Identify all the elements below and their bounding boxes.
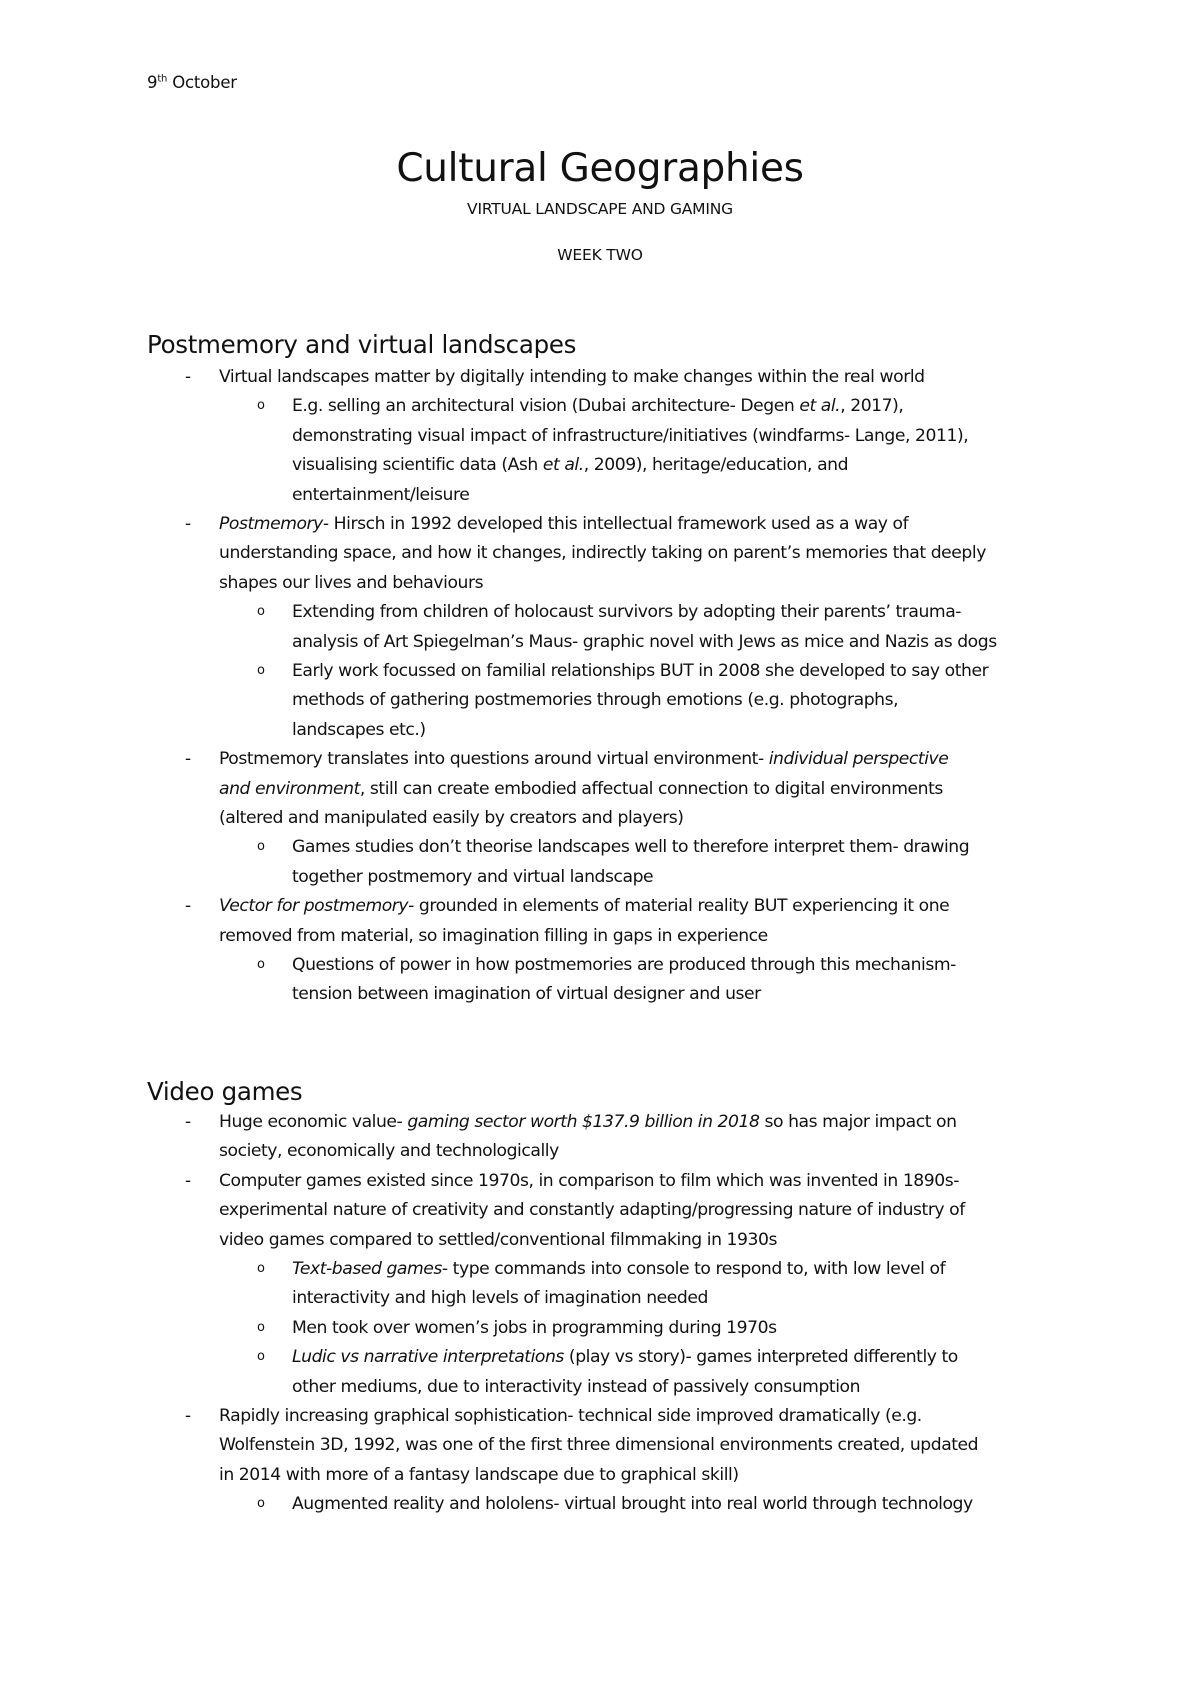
- list-item-line: [292, 1259, 945, 1279]
- list-item-line: [219, 1465, 739, 1485]
- circle-bullet: o: [257, 957, 265, 972]
- dash-bullet: -: [185, 1406, 192, 1426]
- list-item-line: [219, 1230, 777, 1250]
- list-item-line: [292, 1347, 958, 1367]
- text-run: (play vs story)- games interpreted differently to: [563, 1347, 958, 1368]
- list-item-line: [292, 720, 426, 740]
- text-run: - type commands into console to respond to, with low level of: [441, 1259, 946, 1279]
- circle-bullet: o: [257, 604, 265, 620]
- list-item-line: [219, 1435, 978, 1455]
- page-title: Cultural Geographies: [396, 146, 804, 191]
- list-item-line: [219, 1200, 965, 1220]
- italic-text: individual perspective: [768, 749, 949, 770]
- list-item-line: [219, 808, 684, 828]
- text-run: , still can create embodied affectual connection to digital environments: [359, 778, 943, 799]
- text-run: (altered and manipulated easily by creators and players): [219, 808, 684, 828]
- page-subtitle: VIRTUAL LANDSCAPE AND GAMING: [467, 200, 733, 218]
- circle-bullet: o: [257, 1261, 265, 1276]
- list-item-line: [292, 837, 969, 857]
- list-item-line: [219, 1171, 959, 1191]
- text-run: Huge economic value-: [219, 1112, 408, 1132]
- text-run: Extending from children of holocaust survivors by adopting their parents’ trauma-: [292, 602, 962, 623]
- text-run: interactivity and high levels of imagination needed: [292, 1288, 708, 1309]
- list-item-line: [292, 455, 848, 475]
- text-run: other mediums, due to interactivity instead of passively consumption: [292, 1376, 861, 1397]
- circle-bullet: o: [257, 1319, 265, 1335]
- text-run: Virtual landscapes matter by digitally intending to make changes within the real world: [219, 367, 925, 387]
- text-run: tension between imagination of virtual designer and user: [292, 984, 761, 1005]
- text-run: in 2014 with more of a fantasy landscape due to graphical skill): [219, 1464, 739, 1485]
- list-item-line: [292, 632, 997, 652]
- list-item-line: [292, 485, 469, 505]
- list-item-line: [219, 573, 483, 593]
- list-item-line: [219, 896, 949, 916]
- circle-bullet: o: [257, 1496, 265, 1512]
- list-item-line: [292, 602, 961, 622]
- list-item-line: [219, 779, 943, 799]
- text-run: removed from material, so imagination filling in gaps in experience: [219, 925, 768, 946]
- italic-text: et al.: [542, 455, 584, 476]
- date-suffix: th: [157, 73, 168, 85]
- dash-bullet: -: [185, 367, 192, 387]
- list-item-line: [219, 514, 908, 534]
- circle-bullet: o: [257, 1349, 265, 1365]
- text-run: E.g. selling an architectural vision (Dubai architecture- Degen: [292, 396, 800, 417]
- italic-text: Text-based games: [292, 1259, 442, 1279]
- section-heading: Postmemory and virtual landscapes: [147, 330, 577, 359]
- text-run: , 2009), heritage/education, and: [583, 455, 849, 476]
- text-run: , 2017),: [840, 396, 904, 417]
- italic-text: gaming sector worth $137.9 billion in 2018: [407, 1112, 760, 1132]
- text-run: Postmemory translates into questions around virtual environment-: [219, 749, 769, 770]
- text-run: - Hirsch in 1992 developed this intellectual framework used as a way of: [322, 514, 909, 534]
- list-item-line: [219, 367, 925, 387]
- dash-bullet: -: [185, 514, 192, 534]
- italic-text: Vector for postmemory: [219, 896, 409, 917]
- list-item-line: [219, 1406, 922, 1426]
- circle-bullet: o: [257, 839, 265, 855]
- text-run: society, economically and technologically: [219, 1141, 559, 1162]
- text-run: together postmemory and virtual landscape: [292, 866, 654, 887]
- text-run: Wolfenstein 3D, 1992, was one of the first three dimensional environments created, updated: [219, 1435, 979, 1456]
- text-run: shapes our lives and behaviours: [219, 572, 484, 593]
- dash-bullet: -: [185, 1112, 192, 1132]
- circle-bullet: o: [257, 398, 265, 414]
- list-item-line: [292, 661, 988, 681]
- list-item-line: [292, 984, 761, 1004]
- italic-text: et al.: [799, 396, 841, 417]
- list-item-line: [292, 1288, 708, 1308]
- date-line: [147, 73, 237, 92]
- text-run: analysis of Art Spiegelman’s Maus- graphic novel with Jews as mice and Nazis as dogs: [292, 631, 997, 652]
- list-item-line: [292, 867, 653, 887]
- circle-bullet: o: [257, 663, 265, 678]
- date-month: October: [172, 73, 237, 92]
- text-run: so has major impact on: [759, 1112, 957, 1132]
- text-run: Questions of power in how postmemories are produced through this mechanism-: [292, 955, 956, 975]
- section-heading: Video games: [147, 1077, 303, 1106]
- list-item-line: [292, 1377, 860, 1397]
- text-run: understanding space, and how it changes, indirectly taking on parent’s memories that deeply: [219, 543, 986, 564]
- list-item-line: [219, 926, 768, 946]
- list-item-line: [292, 1494, 973, 1514]
- text-run: Computer games existed since 1970s, in comparison to film which was invented in 1890s-: [219, 1170, 960, 1191]
- text-run: Games studies don’t theorise landscapes well to therefore interpret them- drawing: [292, 837, 970, 858]
- text-run: Men took over women’s jobs in programming during 1970s: [292, 1317, 777, 1338]
- italic-text: Ludic vs narrative interpretations: [292, 1347, 564, 1368]
- week-label: WEEK TWO: [557, 246, 643, 264]
- list-item-line: [292, 426, 968, 446]
- text-run: experimental nature of creativity and constantly adapting/progressing nature of industry of: [219, 1200, 965, 1221]
- dash-bullet: -: [185, 749, 192, 770]
- list-item-line: [219, 543, 986, 563]
- text-run: demonstrating visual impact of infrastructure/initiatives (windfarms- Lange, 2011),: [292, 425, 969, 446]
- italic-text: and environment: [219, 778, 360, 799]
- text-run: Rapidly increasing graphical sophistication- technical side improved dramatically (e.g.: [219, 1406, 922, 1426]
- italic-text: Postmemory: [219, 514, 323, 534]
- list-item-line: [219, 1112, 957, 1132]
- list-item-line: [292, 1318, 777, 1338]
- list-item-line: [219, 749, 948, 769]
- list-item-line: [292, 396, 903, 416]
- date-day: 9: [147, 73, 158, 92]
- text-run: methods of gathering postmemories through emotions (e.g. photographs,: [292, 690, 899, 711]
- text-run: Augmented reality and hololens- virtual brought into real world through technology: [292, 1494, 973, 1515]
- list-item-line: [292, 955, 956, 975]
- list-item-line: [292, 690, 898, 710]
- text-run: landscapes etc.): [292, 719, 426, 740]
- text-run: visualising scientific data (Ash: [292, 455, 543, 476]
- text-run: entertainment/leisure: [292, 484, 470, 505]
- list-item-line: [219, 1141, 559, 1161]
- dash-bullet: -: [185, 896, 192, 917]
- text-run: - grounded in elements of material reality BUT experiencing it one: [408, 896, 950, 917]
- text-run: video games compared to settled/conventional filmmaking in 1930s: [219, 1229, 777, 1250]
- text-run: Early work focussed on familial relationships BUT in 2008 she developed to say other: [292, 661, 989, 681]
- dash-bullet: -: [185, 1170, 192, 1191]
